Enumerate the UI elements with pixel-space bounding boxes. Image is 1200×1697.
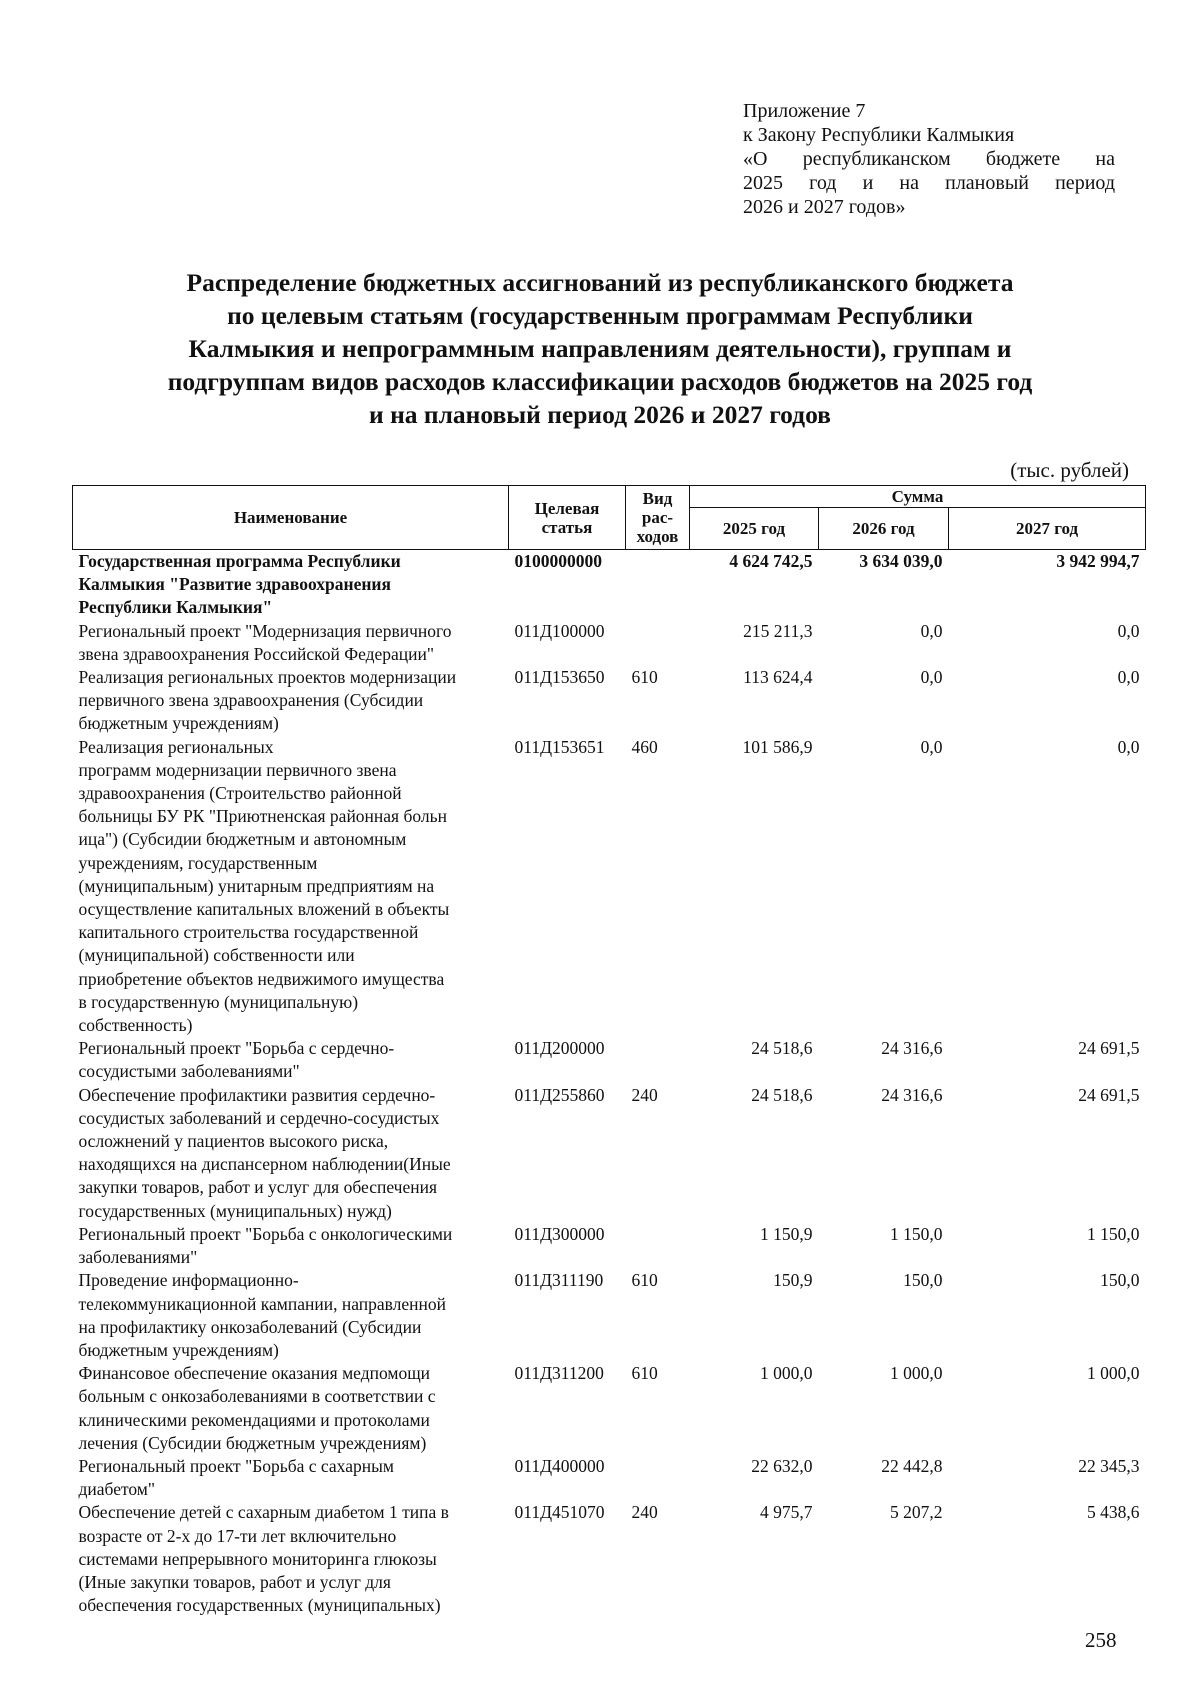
table-row [73, 1223, 1146, 1269]
header-vid-line2: рас- [641, 508, 674, 527]
row-amount-2026: 150,0 [903, 1270, 943, 1291]
row-amount-2026: 24 316,6 [881, 1038, 943, 1059]
row-target-code: 011Д100000 [514, 620, 605, 641]
header-year-2026: 2026 год [819, 508, 949, 550]
row-target-code: 011Д451070 [514, 1502, 605, 1523]
row-amount-2026: 0,0 [920, 667, 943, 688]
row-amount-2027: 5 438,6 [1087, 1502, 1140, 1523]
row-expense-type [626, 550, 690, 620]
row-amount-2027: 22 345,3 [1078, 1455, 1140, 1476]
table-row [73, 1037, 1146, 1083]
row-name: Региональный проект "Борьба с сердечно- сосудистыми заболеваниями" [78, 1038, 395, 1082]
row-amount-2026: 1 150,0 [890, 1223, 943, 1244]
row-amount-2026: 24 316,6 [881, 1084, 943, 1105]
row-name: Региональный проект "Борьба с онкологическими заболеваниями" [78, 1223, 453, 1268]
row-amount-2026: 22 442,8 [881, 1455, 943, 1476]
row-target-code: 011Д311200 [514, 1363, 604, 1384]
appendix-line: 2025 год и на плановый период [743, 172, 1115, 194]
table-row [73, 1362, 1146, 1455]
row-name: Региональный проект "Модернизация первичного звена здравоохранения Российской Федерации" [78, 620, 452, 664]
row-amount-2025: 113 624,4 [743, 667, 813, 688]
table-body [73, 550, 1146, 1618]
row-target-code: 011Д153651 [514, 736, 605, 757]
row-amount-2026: 3 634 039,0 [859, 551, 943, 571]
header-target-line1: Целевая [534, 498, 600, 518]
row-name: Обеспечение детей с сахарным диабетом 1 типа в возрасте от 2-х до 17-ти лет включительно системами непрерывного мониторинга глюкозы (Иные закупки товаров, работ и услуг для обеспечения государственных (муниципальных) [78, 1502, 449, 1616]
row-amount-2025: 150,9 [773, 1270, 813, 1291]
row-amount-2025: 22 632,0 [751, 1455, 813, 1476]
table-row [73, 1501, 1146, 1617]
row-amount-2025: 24 518,6 [751, 1084, 813, 1105]
row-target-code: 011Д200000 [514, 1038, 605, 1059]
row-amount-2026: 5 207,2 [890, 1502, 943, 1523]
row-target-code: 011Д400000 [514, 1455, 605, 1476]
row-name: Реализация региональных проектов модернизации первичного звена здравоохранения (Субсидии бюджетным учреждениям) [78, 667, 457, 734]
row-amount-2025: 1 000,0 [760, 1363, 813, 1384]
row-name: Финансовое обеспечение оказания медпомощи больным с онкозаболеваниями в соответствии с клиническими рекомендациями и протоколами лечения (Субсидии бюджетным учреждениям) [78, 1363, 436, 1453]
title-line: подгруппам видов расходов классификации расходов бюджетов на 2025 год [167, 367, 1033, 396]
row-amount-2027: 24 691,5 [1078, 1038, 1140, 1059]
row-expense-type: 240 [631, 1084, 658, 1105]
header-sum: Сумма [690, 486, 1146, 508]
header-target-article [509, 486, 626, 550]
header-expense-type [626, 486, 690, 550]
row-amount-2025: 1 150,9 [760, 1223, 813, 1244]
table-row [73, 1455, 1146, 1501]
row-amount-2025: 215 211,3 [743, 620, 813, 641]
header-target-line2: статья [541, 517, 593, 537]
header-year-2027: 2027 год [949, 508, 1146, 550]
row-name: Региональный проект "Борьба с сахарным диабетом" [78, 1455, 394, 1500]
table-row [73, 736, 1146, 1038]
row-name: Обеспечение профилактики развития сердечно- сосудистых заболеваний и сердечно-сосудистых осложнений у пациентов высокого риска, находящихся на диспансерном наблюдении(Иные закупки товаров, работ и услуг для обеспечения государственных (муниципальных) нужд) [78, 1084, 451, 1221]
header-vid-line1: Вид [642, 489, 673, 508]
row-expense-type: 610 [631, 667, 658, 688]
row-name: Проведение информационно- телекоммуникационной кампании, направленной на профилактику онкозаболеваний (Субсидии бюджетным учреждениям) [78, 1270, 446, 1360]
row-amount-2025: 4 975,7 [760, 1502, 813, 1523]
budget-table [72, 485, 1146, 1617]
row-amount-2027: 150,0 [1100, 1270, 1140, 1291]
row-amount-2026: 0,0 [920, 736, 943, 757]
row-amount-2027: 0,0 [1117, 620, 1140, 641]
row-expense-type [626, 1455, 690, 1501]
appendix-line: к Закону Республики Калмыкия [743, 124, 1015, 146]
row-amount-2027: 1 000,0 [1087, 1363, 1140, 1384]
page-number: 258 [1085, 1628, 1117, 1652]
appendix-line: «О республиканском бюджете на [743, 148, 1115, 170]
row-expense-type: 610 [631, 1363, 658, 1384]
title-line: Распределение бюджетных ассигнований из республиканского бюджета [186, 268, 1014, 297]
title-line: Калмыкия и непрограммным направлениям деятельности), группам и [188, 334, 1012, 363]
table-row [73, 1269, 1146, 1362]
row-expense-type: 460 [631, 736, 658, 757]
title-line: и на плановый период 2026 и 2027 годов [369, 400, 831, 429]
document-title [60, 266, 1140, 431]
row-expense-type [626, 620, 690, 666]
table-row [73, 666, 1146, 736]
table-header [73, 486, 1146, 550]
row-expense-type: 240 [631, 1502, 658, 1523]
table-row [73, 620, 1146, 666]
header-year-2025: 2025 год [690, 508, 819, 550]
row-amount-2026: 0,0 [920, 620, 943, 641]
row-expense-type [626, 1037, 690, 1083]
row-expense-type [626, 1223, 690, 1269]
row-name: Государственная программа Республики Калмыкия "Развитие здравоохранения Республики Калмыкия" [78, 551, 401, 618]
row-amount-2025: 4 624 742,5 [729, 551, 813, 571]
row-amount-2027: 1 150,0 [1087, 1223, 1140, 1244]
row-amount-2025: 24 518,6 [751, 1038, 813, 1059]
row-amount-2027: 0,0 [1117, 667, 1140, 688]
row-amount-2026: 1 000,0 [890, 1363, 943, 1384]
table-row [73, 1084, 1146, 1223]
appendix-line: Приложение 7 [743, 100, 866, 122]
row-amount-2027: 24 691,5 [1078, 1084, 1140, 1105]
units-label: (тыс. рублей) [1010, 458, 1129, 482]
row-name: Реализация региональных программ модернизации первичного звена здравоохранения (Строительство районной больницы БУ РК "Приютненская районная больн ица") (Субсидии бюджетным и автономным учреждениям, государственным (муниципальным) унитарным предприятиям на осуществление капитальных вложений в объекты капитального строительства государственной (муниципальной) собственности или приобретение объектов недвижимого имущества в государственную (муниципальную) собственность) [78, 736, 450, 1036]
row-target-code: 011Д255860 [514, 1084, 605, 1105]
title-line: по целевым статьям (государственным программам Республики [227, 301, 973, 330]
row-target-code: 011Д153650 [514, 667, 605, 688]
row-target-code: 011Д311190 [514, 1270, 604, 1291]
row-amount-2027: 0,0 [1117, 736, 1140, 757]
row-amount-2025: 101 586,9 [742, 736, 813, 757]
row-target-code: 011Д300000 [514, 1223, 605, 1244]
appendix-header [743, 99, 1115, 219]
row-target-code: 0100000000 [514, 551, 602, 571]
header-vid-line3: ходов [636, 527, 679, 546]
header-name: Наименование [73, 486, 509, 550]
row-amount-2027: 3 942 994,7 [1056, 551, 1140, 571]
table-row [73, 550, 1146, 620]
row-expense-type: 610 [631, 1270, 658, 1291]
appendix-line: 2026 и 2027 годов» [743, 196, 906, 218]
